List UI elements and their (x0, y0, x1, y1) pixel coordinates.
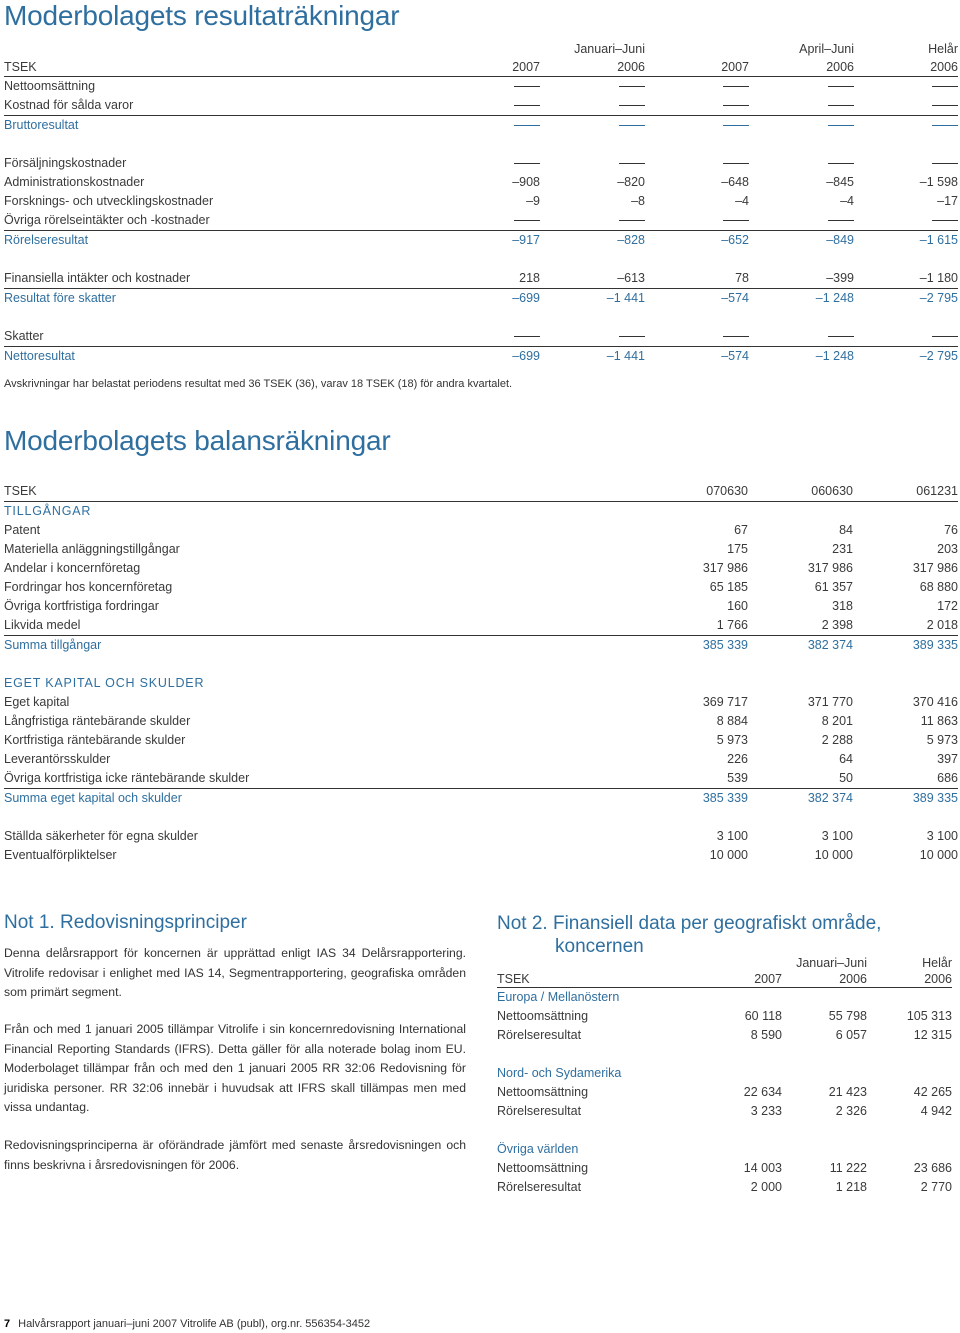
table-cell-label: Fordringar hos koncernföretag (4, 580, 173, 594)
income-title: Moderbolagets resultaträkningar (4, 0, 400, 31)
table-cell-value: 203 (937, 542, 958, 556)
table-cell-value: 3 100 (926, 829, 958, 843)
table-cell-value (436, 211, 540, 231)
table-cell-value: 1 766 (644, 616, 748, 636)
table-cell-value (854, 211, 958, 231)
table-cell-label: Likvida medel (4, 616, 644, 636)
balance-title: Moderbolagets balansräkningar (4, 425, 391, 456)
header-full-year: Helår (928, 42, 958, 56)
table-row (497, 1121, 952, 1140)
row-cogs (4, 96, 958, 116)
table-cell-value: 65 185 (709, 580, 748, 594)
table-cell-value (749, 116, 854, 136)
dash-placeholder (514, 125, 540, 126)
segment-table (497, 955, 952, 1197)
table-cell-value (854, 77, 958, 97)
table-cell-value: 23 686 (913, 1161, 952, 1175)
dash-placeholder (932, 105, 958, 106)
dash-placeholder (514, 220, 540, 221)
table-cell-value: 10 000 (709, 848, 748, 862)
table-cell-value: 371 770 (807, 695, 853, 709)
table-cell-value (854, 96, 958, 116)
table-cell-value (645, 96, 749, 116)
dash-placeholder (514, 86, 540, 87)
table-cell-value (436, 77, 540, 97)
dash-placeholder (932, 86, 958, 87)
note1-title: Not 1. Redovisningsprinciper (4, 912, 247, 933)
table-cell-value: 160 (727, 599, 748, 613)
equity-heading: EGET KAPITAL OCH SKULDER (4, 676, 205, 690)
dash-placeholder (932, 220, 958, 221)
unit-label: TSEK (497, 971, 697, 988)
table-cell-value: –699 (512, 291, 540, 305)
year-header: 2007 (436, 59, 540, 77)
table-cell-value: 231 (832, 542, 853, 556)
table-cell-value: –2 795 (919, 349, 958, 363)
table-cell-value (436, 96, 540, 116)
row-pretax (4, 289, 958, 309)
table-cell-label: Nettoomsättning (497, 1085, 589, 1099)
table-cell-label: Övriga rörelseintäkter och -kostnader (4, 211, 436, 231)
table-cell-value: 317 986 (702, 561, 748, 575)
table-cell-value: 76 (944, 523, 958, 537)
table-cell-value: 385 339 (702, 791, 748, 805)
note2-title (497, 912, 881, 958)
table-cell-label (497, 955, 697, 971)
segment-row (497, 1007, 952, 1026)
table-cell-value: 172 (937, 599, 958, 613)
table-cell-label: Nettoomsättning (497, 1009, 589, 1023)
table-cell-label: Bruttoresultat (4, 118, 79, 132)
table-cell-value (749, 96, 854, 116)
table-cell-value: –574 (721, 291, 749, 305)
dash-placeholder (932, 125, 958, 126)
table-cell-label: Andelar i koncernföretag (4, 561, 141, 575)
table-row (497, 988, 952, 1008)
table-cell-value: –1 615 (919, 233, 958, 247)
table-cell-value (645, 211, 749, 231)
year-header: 2006 (867, 971, 952, 988)
table-cell-value (540, 96, 645, 116)
year-header: 2007 (697, 971, 782, 988)
row-payables (4, 750, 958, 769)
segment-row (497, 1178, 952, 1197)
table-cell-label (4, 655, 958, 674)
table-row (497, 1140, 952, 1159)
table-cell-value: 3 233 (750, 1104, 782, 1118)
table-cell-label: Summa tillgångar (4, 638, 102, 652)
table-cell-label: Summa eget kapital och skulder (4, 791, 182, 805)
row-tangible (4, 540, 958, 559)
table-cell-label: Kortfristiga räntebärande skulder (4, 733, 186, 747)
assets-heading: TILLGÅNGAR (4, 504, 92, 518)
table-cell-label: Finansiella intäkter och kostnader (4, 269, 436, 289)
dash-placeholder (514, 163, 540, 164)
table-cell-label: Nettoresultat (4, 349, 75, 363)
table-cell-label: Ställda säkerheter för egna skulder (4, 829, 198, 843)
unit-label: TSEK (4, 59, 436, 77)
table-cell-value: 21 423 (828, 1085, 867, 1099)
table-cell-value: 2 018 (853, 616, 958, 636)
table-cell-value: 8 201 (821, 714, 853, 728)
date-header: 070630 (644, 482, 748, 502)
row-admin (4, 173, 958, 192)
row-other-op (4, 211, 958, 231)
table-row (4, 308, 958, 327)
table-cell-label (497, 1121, 952, 1140)
table-row (4, 655, 958, 674)
table-cell-value: 2 000 (750, 1180, 782, 1194)
table-cell-value: –1 441 (606, 349, 645, 363)
row-pledged (4, 827, 958, 846)
table-cell-value: –828 (617, 233, 645, 247)
table-cell-value: 539 (644, 769, 748, 789)
table-cell-label: Resultat före skatter (4, 291, 116, 305)
footer-text: Halvårsrapport januari–juni 2007 Vitrolife AB (publ), org.nr. 556354-3452 (18, 1318, 371, 1330)
region-name: Nord- och Sydamerika (497, 1066, 622, 1080)
table-row (497, 1064, 952, 1083)
table-cell-value: –9 (526, 194, 540, 208)
table-cell-label: Nettoomsättning (4, 79, 96, 93)
year-header: 2006 (540, 59, 645, 77)
table-cell-value: 369 717 (702, 695, 748, 709)
table-cell-label (497, 1045, 952, 1064)
row-other-receivables (4, 597, 958, 616)
table-cell-value: 2 770 (920, 1180, 952, 1194)
table-cell-label: Leverantörsskulder (4, 752, 111, 766)
dash-placeholder (619, 336, 645, 337)
table-cell-value: 397 (937, 752, 958, 766)
table-cell-value: 5 973 (926, 733, 958, 747)
dash-placeholder (723, 86, 749, 87)
note1-para-2: Från och med 1 januari 2005 tillämpar Vitrolife i sin koncernredovisning International Financial Reporting Standards (IFRS). Detta gäller för alla noterade bolag inom EU. Moderbolaget tillämpar från och med den 1 januari 2005 RR 32:06 Redovisning för juridiska personer. RR 32:06 innebär i huvudsak att IFRS skall tillämpas men med vissa undantag. (4, 1022, 466, 1114)
dash-placeholder (723, 163, 749, 164)
table-cell-value: –648 (721, 175, 749, 189)
table-cell-value: –4 (840, 194, 854, 208)
date-header: 061231 (853, 482, 958, 502)
row-receivables-group (4, 578, 958, 597)
table-cell-value: –613 (540, 269, 645, 289)
year-header: 2007 (645, 59, 749, 77)
row-tax (4, 327, 958, 347)
table-cell-value: 218 (436, 269, 540, 289)
table-cell-label: Skatter (4, 327, 436, 347)
table-cell-value: 226 (727, 752, 748, 766)
row-equity (4, 693, 958, 712)
table-cell-value: 67 (734, 523, 748, 537)
table-cell-value: –1 180 (854, 269, 958, 289)
table-cell-value: –845 (826, 175, 854, 189)
table-row (4, 502, 958, 522)
note1-para-3: Redovisningsprinciperna är oförändrade jämfört med senaste årsredovisningen och finns beskrivna i årsredovisningen för 2006. (4, 1138, 466, 1172)
table-cell-value: 2 326 (835, 1104, 867, 1118)
table-cell-value: 3 100 (716, 829, 748, 843)
table-cell-label: Övriga kortfristiga fordringar (4, 599, 159, 613)
row-fin (4, 269, 958, 289)
table-cell-value: 11 863 (920, 714, 958, 728)
table-cell-label (4, 40, 436, 59)
table-cell-value: 12 315 (913, 1028, 952, 1042)
table-row (4, 59, 958, 77)
table-cell-value: –17 (937, 194, 958, 208)
year-header: 2006 (749, 59, 854, 77)
dash-placeholder (723, 105, 749, 106)
table-cell-value: –849 (826, 233, 854, 247)
table-cell-value: 4 942 (920, 1104, 952, 1118)
table-cell-value: 382 374 (807, 638, 853, 652)
dash-placeholder (723, 336, 749, 337)
table-cell-label: Kostnad för sålda varor (4, 96, 436, 116)
table-cell-value: 175 (727, 542, 748, 556)
table-cell-value: 389 335 (912, 638, 958, 652)
table-cell-value (540, 211, 645, 231)
page-number: 7 (4, 1318, 11, 1330)
year-header: 2006 (782, 971, 867, 988)
table-cell-value: 318 (832, 599, 853, 613)
table-cell-value: 60 118 (744, 1009, 782, 1023)
table-cell-value: –4 (735, 194, 749, 208)
table-cell-label: Eventualförpliktelser (4, 848, 117, 862)
table-cell-label: Rörelseresultat (497, 1028, 582, 1042)
page-footer (4, 1318, 370, 1330)
row-eq-total (4, 789, 958, 809)
income-footnote: Avskrivningar har belastat periodens resultat med 36 TSEK (36), varav 18 TSEK (18) för andra kvartalet. (4, 378, 513, 390)
dash-placeholder (828, 336, 854, 337)
table-cell-value: 3 100 (821, 829, 853, 843)
table-cell-value: 68 880 (919, 580, 958, 594)
table-cell-label: Långfristiga räntebärande skulder (4, 714, 191, 728)
table-cell-label: Rörelseresultat (4, 233, 89, 247)
dash-placeholder (828, 125, 854, 126)
table-cell-value: 105 313 (906, 1009, 952, 1023)
date-header: 060630 (748, 482, 853, 502)
table-cell-value: –652 (721, 233, 749, 247)
table-cell-value: 389 335 (912, 791, 958, 805)
dash-placeholder (619, 86, 645, 87)
row-rnd (4, 192, 958, 211)
dash-placeholder (828, 105, 854, 106)
table-row (4, 482, 958, 502)
table-cell-label (4, 250, 958, 269)
dash-placeholder (932, 163, 958, 164)
table-cell-label: Eget kapital (4, 695, 70, 709)
dash-placeholder (514, 336, 540, 337)
dash-placeholder (514, 105, 540, 106)
dash-placeholder (723, 220, 749, 221)
table-row (4, 40, 958, 59)
table-cell-label: Materiella anläggningstillgångar (4, 542, 180, 556)
region-name: Övriga världen (497, 1142, 579, 1156)
table-cell-value (749, 154, 854, 173)
table-cell-value (854, 327, 958, 347)
table-cell-value: 78 (645, 269, 749, 289)
dash-placeholder (619, 163, 645, 164)
table-cell-value: –820 (617, 175, 645, 189)
row-gross (4, 116, 958, 136)
table-cell-value: 8 884 (716, 714, 748, 728)
table-cell-value (749, 327, 854, 347)
table-cell-value: 55 798 (828, 1009, 867, 1023)
segment-row (497, 1026, 952, 1045)
row-op-result (4, 231, 958, 251)
row-contingent (4, 846, 958, 865)
table-cell-value (645, 154, 749, 173)
note1-para-1: Denna delårsrapport för koncernen är upprättad enligt IAS 34 Delårsrapportering. Vitrolife redovisar i enlighet med IAS 14, Segmentrapportering, geografiska områden som primärt segment. (4, 946, 466, 999)
income-table (4, 40, 958, 366)
table-cell-value: –8 (631, 194, 645, 208)
table-cell-value (540, 77, 645, 97)
table-cell-value: 10 000 (814, 848, 853, 862)
table-cell-label (4, 135, 958, 154)
table-cell-value: –2 795 (919, 291, 958, 305)
dash-placeholder (619, 220, 645, 221)
table-cell-value: –908 (512, 175, 540, 189)
row-netsales (4, 77, 958, 97)
table-cell-value: 22 634 (743, 1085, 782, 1099)
table-cell-value: –917 (512, 233, 540, 247)
table-cell-value: 1 218 (835, 1180, 867, 1194)
table-row (4, 808, 958, 827)
table-row (4, 135, 958, 154)
table-row (497, 971, 952, 988)
segment-row (497, 1102, 952, 1121)
table-cell-value: –399 (749, 269, 854, 289)
table-cell-label: Forsknings- och utvecklingskostnader (4, 194, 214, 208)
table-cell-value: –1 248 (815, 291, 854, 305)
table-cell-value: 50 (748, 769, 853, 789)
row-patent (4, 521, 958, 540)
table-cell-value: 11 222 (829, 1161, 867, 1175)
table-cell-label: Försäljningskostnader (4, 156, 127, 170)
table-cell-value: 64 (839, 752, 853, 766)
year-header: 2006 (854, 59, 958, 77)
row-assets-total (4, 636, 958, 656)
table-cell-value (540, 116, 645, 136)
dash-placeholder (619, 125, 645, 126)
unit-label: TSEK (4, 482, 644, 502)
table-cell-value: –1 441 (606, 291, 645, 305)
table-cell-value: –1 598 (919, 175, 958, 189)
table-cell-value: –574 (721, 349, 749, 363)
table-cell-value: 317 986 (807, 561, 853, 575)
header-full-year: Helår (922, 956, 952, 970)
table-cell-value (854, 116, 958, 136)
table-row (4, 674, 958, 693)
segment-row (497, 1083, 952, 1102)
dash-placeholder (828, 163, 854, 164)
table-cell-label (4, 808, 958, 827)
table-cell-value (645, 116, 749, 136)
table-cell-label (4, 308, 958, 327)
row-other-st (4, 769, 958, 789)
note2-title-line2: koncernen (555, 936, 644, 957)
table-cell-value: 686 (853, 769, 958, 789)
segment-row (497, 1159, 952, 1178)
dash-placeholder (828, 220, 854, 221)
table-cell-value (645, 327, 749, 347)
table-cell-value: –699 (512, 349, 540, 363)
table-cell-label: Patent (4, 523, 41, 537)
table-cell-value: 370 416 (912, 695, 958, 709)
note2-title-line1: Not 2. Finansiell data per geografiskt område, (497, 913, 882, 934)
table-cell-value: 42 265 (913, 1085, 952, 1099)
table-cell-value (436, 116, 540, 136)
region-name: Europa / Mellanöstern (497, 990, 620, 1004)
table-cell-label: Rörelseresultat (497, 1180, 582, 1194)
table-cell-value: 5 973 (716, 733, 748, 747)
row-selling (4, 154, 958, 173)
table-cell-value: 8 590 (750, 1028, 782, 1042)
table-row (497, 955, 952, 971)
table-cell-label: Nettoomsättning (497, 1161, 589, 1175)
table-cell-value: 2 398 (748, 616, 853, 636)
dash-placeholder (723, 125, 749, 126)
dash-placeholder (619, 105, 645, 106)
table-cell-value (749, 211, 854, 231)
table-cell-value: 84 (839, 523, 853, 537)
row-st-debt (4, 731, 958, 750)
table-cell-value: 14 003 (743, 1161, 782, 1175)
row-cash (4, 616, 958, 636)
header-jan-jun: Januari–Juni (796, 956, 867, 970)
table-cell-value: 61 357 (814, 580, 853, 594)
table-cell-value (854, 154, 958, 173)
table-cell-value: 2 288 (821, 733, 853, 747)
row-shares (4, 559, 958, 578)
dash-placeholder (828, 86, 854, 87)
header-apr-jun: April–Juni (799, 42, 854, 56)
table-cell-value: 317 986 (912, 561, 958, 575)
table-cell-value: 6 057 (835, 1028, 867, 1042)
table-row (497, 1045, 952, 1064)
table-cell-label: Övriga kortfristiga icke räntebärande skulder (4, 769, 644, 789)
table-cell-value (540, 154, 645, 173)
header-jan-jun: Januari–Juni (574, 42, 645, 56)
table-cell-value (436, 327, 540, 347)
table-cell-value: 10 000 (919, 848, 958, 862)
table-cell-label: Rörelseresultat (497, 1104, 582, 1118)
table-cell-value (540, 327, 645, 347)
table-cell-value: 382 374 (807, 791, 853, 805)
table-cell-value (436, 154, 540, 173)
row-net (4, 347, 958, 367)
table-cell-value (749, 77, 854, 97)
table-cell-label: Administrationskostnader (4, 175, 145, 189)
table-cell-value: 385 339 (702, 638, 748, 652)
table-cell-value (645, 77, 749, 97)
balance-table (4, 482, 958, 865)
dash-placeholder (932, 336, 958, 337)
table-cell-value: –1 248 (815, 349, 854, 363)
row-lt-debt (4, 712, 958, 731)
table-row (4, 250, 958, 269)
